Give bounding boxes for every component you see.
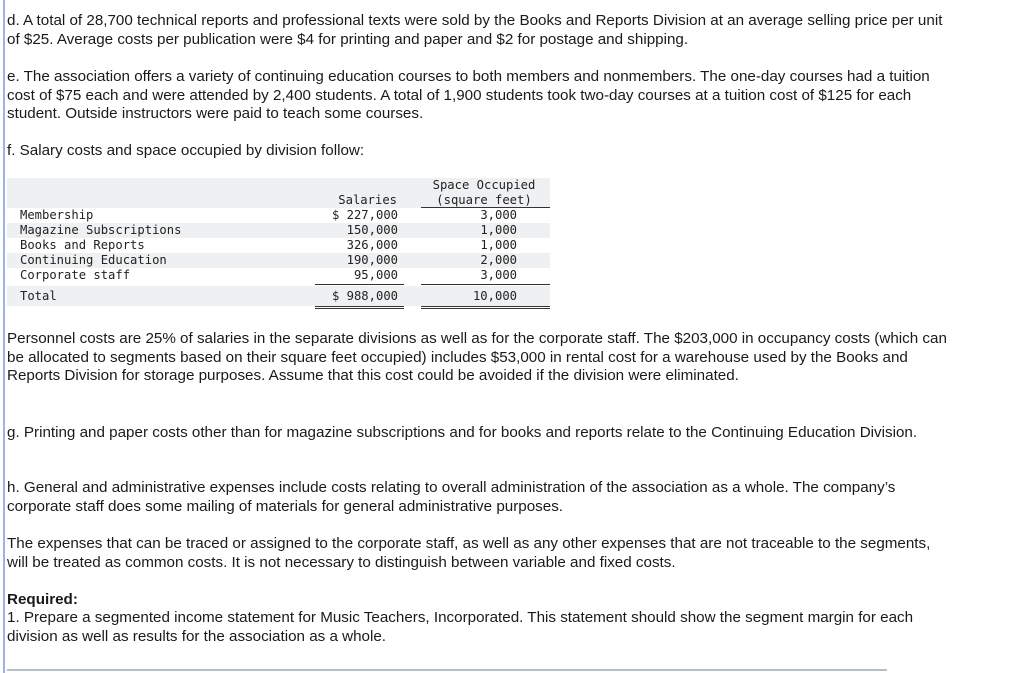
left-margin-rule	[3, 0, 5, 673]
table-row	[7, 238, 550, 253]
salary-space-table	[7, 178, 550, 309]
row-label: Corporate staff	[20, 268, 131, 282]
table-row	[7, 268, 550, 283]
table-row	[7, 223, 550, 238]
required-heading: Required:	[7, 591, 78, 608]
total-label: Total	[20, 289, 57, 303]
paragraph-g: g. Printing and paper costs other than for magazine subscriptions and for books and reports relate to the Continuing Education Division.	[7, 424, 918, 441]
row-space: 1,000	[480, 238, 517, 252]
table-row	[7, 253, 550, 268]
paragraph-f: f. Salary costs and space occupied by division follow:	[7, 142, 365, 159]
required-item-1: 1. Prepare a segmented income statement for Music Teachers, Incorporated. This statement should show the segment margin for each division as well as results for the association as a whole.	[7, 609, 914, 645]
row-space: 1,000	[480, 223, 517, 237]
row-space: 2,000	[480, 253, 517, 267]
header-space-occupied: Space Occupied	[432, 178, 536, 192]
salaries-subtotal-rule	[315, 284, 404, 285]
row-space: 3,000	[480, 268, 517, 282]
table-header-row-1	[7, 178, 550, 193]
header-salaries: Salaries	[338, 193, 397, 207]
header-square-feet: (square feet)	[436, 193, 532, 207]
row-label: Books and Reports	[20, 238, 145, 252]
table-total-row	[7, 286, 550, 306]
salaries-total-double-rule-1	[315, 306, 404, 307]
row-salaries: 95,000	[353, 268, 398, 282]
space-total-double-rule-2	[421, 308, 550, 309]
bottom-divider	[7, 669, 887, 671]
row-space: 3,000	[480, 208, 517, 222]
row-salaries: 190,000	[346, 253, 398, 267]
row-salaries: $ 227,000	[331, 208, 398, 222]
paragraph-d: d. A total of 28,700 technical reports and professional texts were sold by the Books and Reports Division at an average selling price per unit of $25. Average costs per publication were $4 for printing and paper and $2 for postage and shipping.	[7, 12, 943, 48]
table-header-row-2	[7, 193, 550, 208]
total-salaries: $ 988,000	[331, 289, 398, 303]
row-salaries: 150,000	[346, 223, 398, 237]
salaries-total-double-rule-2	[315, 308, 404, 309]
total-space: 10,000	[472, 289, 517, 303]
row-label: Continuing Education	[20, 253, 167, 267]
paragraph-e: e. The association offers a variety of continuing education courses to both members and nonmembers. The one-day courses had a tuition cost of $75 each and were attended by 2,400 students. A total of 1,900 students took two-day courses at a tuition cost of $125 for each student. Outside instructors were paid to teach some courses.	[7, 68, 930, 122]
paragraph-h: h. General and administrative expenses include costs relating to overall administration of the association as a whole. The company’s corporate staff does some mailing of materials for general administrative purposes.	[7, 479, 896, 515]
table-row	[7, 208, 550, 223]
row-label: Membership	[20, 208, 94, 222]
paragraph-personnel: Personnel costs are 25% of salaries in the separate divisions as well as for the corporate staff. The $203,000 in occupancy costs (which can be allocated to segments based on their square feet occupied) includes $53,000 in rental cost for a warehouse used by the Books and Reports Division for storage purposes. Assume that this cost could be avoided if the division were eliminated.	[7, 330, 947, 384]
row-label: Magazine Subscriptions	[20, 223, 182, 237]
space-total-double-rule-1	[421, 306, 550, 307]
space-subtotal-rule	[421, 284, 550, 285]
row-salaries: 326,000	[346, 238, 398, 252]
paragraph-common-costs: The expenses that can be traced or assigned to the corporate staff, as well as any other expenses that are not traceable to the segments, will be treated as common costs. It is not necessary to distinguish between variable and fixed costs.	[7, 535, 931, 571]
